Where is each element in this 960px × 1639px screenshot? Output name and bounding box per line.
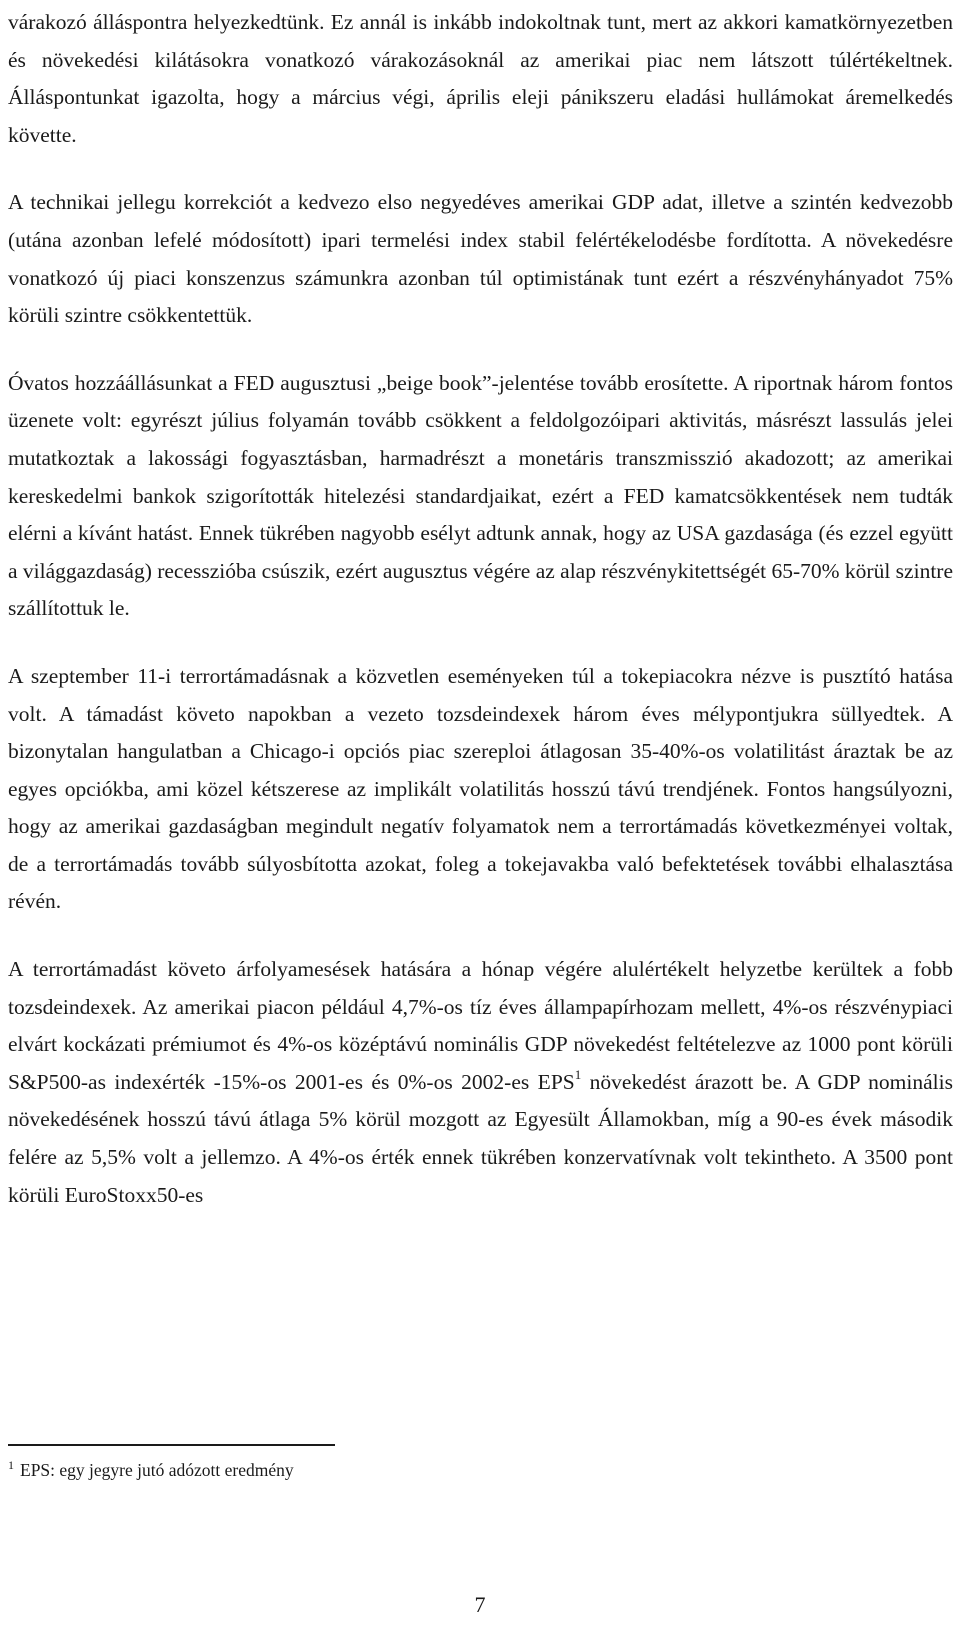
paragraph: várakozó álláspontra helyezkedtünk. Ez annál is inkább indokoltnak tunt, mert az akkori kamatkörnyezetben és növekedési kilátásokra vonatkozó várakozásoknál az amerikai piac nem látszott túlértékeltnek. Álláspontunkat igazolta, hogy a március végi, április eleji pánikszeru eladási hullámokat áremelkedés követte.: [8, 10, 953, 147]
paragraph-gap: [8, 921, 953, 951]
paragraph-gap: [8, 335, 953, 365]
document-body: [8, 0, 953, 1214]
footnote-reference[interactable]: 1: [574, 1066, 582, 1082]
paragraph-text: növekedést árazott be. A GDP nominális növekedésének hosszú távú átlaga 5% körül mozgott az Egyesült Államokban, míg a 90-es évek második felére az 5,5% volt a jellemzo. A 4%-os érték ennek tükrében konzervatívnak volt tekintheto. A 3500 pont körüli EuroStoxx50-es: [8, 1069, 953, 1207]
paragraph: A technikai jellegu korrekciót a kedvezo elso negyedéves amerikai GDP adat, illetve a szintén kedvezobb (utána azonban lefelé módosított) ipari termelési index stabil felértékelodésbe fordította. A növekedésre vonatkozó új piaci konszenzus számunkra azonban túl optimistának tunt ezért a részvényhányadot 75% körüli szintre csökkentettük.: [8, 190, 953, 328]
footnote-text: EPS: egy jegyre jutó adózott eredmény: [20, 1460, 294, 1480]
paragraph-gap: [8, 154, 953, 184]
paragraph-gap: [8, 628, 953, 658]
footnote-separator: [8, 1444, 335, 1446]
footnote: [8, 1458, 294, 1484]
footnote-marker: 1: [8, 1458, 14, 1472]
paragraph-text: A terrortámadást követo árfolyamesések hatására a hónap végére alulértékelt helyzetbe kerültek a fobb tozsdeindexek. Az amerikai piacon például 4,7%-os tíz éves állampapírhozam mellett, 4%-os részvénypiaci elvárt kockázati prémiumot és 4%-os középtávú nominális GDP növekedést feltételezve az 1000 pont körüli S&P500-as indexérték -15%-os 2001-es és 0%-os 2002-es EPS: [8, 957, 953, 1094]
paragraph: [8, 951, 953, 1214]
paragraph: Óvatos hozzáállásunkat a FED augusztusi „beige book”-jelentése tovább erosítette. A riportnak három fontos üzenete volt: egyrészt július folyamán tovább csökkent a feldolgozóipari aktivitás, másrészt lassulás jelei mutatkoztak a lakossági fogyasztásban, harmadrészt a monetáris transzmisszió akadozott; az amerikai kereskedelmi bankok szigorították hitelezési standardjaikat, ezért a FED kamatcsökkentések nem tudták elérni a kívánt hatást. Ennek tükrében nagyobb esélyt adtunk annak, hogy az USA gazdasága (és ezzel együtt a világgazdaság) recesszióba csúszik, ezért augusztus végére az alap részvénykitettségét 65-70% körül szintre szállítottuk le.: [8, 370, 953, 621]
paragraph: A szeptember 11-i terrortámadásnak a közvetlen eseményeken túl a tokepiacokra nézve is pusztító hatása volt. A támadást követo napokban a vezeto tozsdeindexek három éves mélypontjukra süllyedtek. A bizonytalan hangulatban a Chicago-i opciós piac szereploi átlagosan 35-40%-os volatilitást áraztak be az egyes opciókba, ami közel kétszerese az implikált volatilitás hosszú távú trendjének. Fontos hangsúlyozni, hogy az amerikai gazdaságban megindult negatív folyamatok nem a terrortámadás következményei voltak, de a terrortámadás tovább súlyosbította azokat, foleg a tokejavakba való befektetések további elhalasztása révén.: [8, 663, 953, 914]
page-number: 7: [474, 1592, 486, 1617]
